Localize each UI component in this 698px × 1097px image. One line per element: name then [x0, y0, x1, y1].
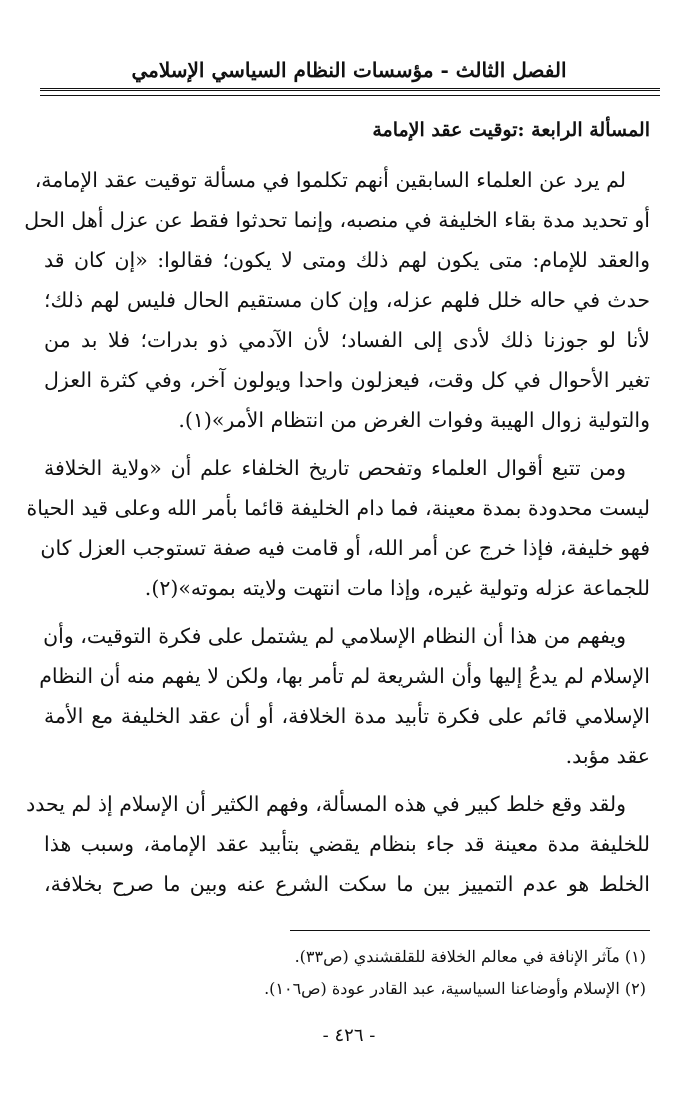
running-header: الفصل الثالث - مؤسسات النظام السياسي الإسلامي	[131, 58, 567, 82]
footnote: (١) مآثر الإنافة في معالم الخلافة للقلقشندي (ص٣٣).	[294, 947, 646, 966]
paragraph-line: فهو خليفة، فإذا خرج عن أمر الله، أو قامت فيه صفة تستوجب العزل كان	[40, 536, 650, 560]
footnote: (٢) الإسلام وأوضاعنا السياسية، عبد القادر عودة (ص١٠٦).	[264, 979, 646, 998]
page-number: - ٤٢٦ -	[322, 1025, 376, 1046]
paragraph-line: للخليفة مدة معينة قد جاء بنظام يقضي بتأبيد عقد الإمامة، وسبب هذا	[44, 832, 650, 856]
header-rule	[40, 88, 660, 96]
paragraph-line: والتولية زوال الهيبة وفوات الغرض من انتظام الأمر»(١).	[178, 408, 650, 432]
paragraph-line: لم يرد عن العلماء السابقين أنهم تكلموا في مسألة توقيت عقد الإمامة،	[34, 168, 626, 192]
paragraph-line: والعقد للإمام: متى يكون لهم ذلك ومتى لا يكون؛ فقالوا: «إن كان قد	[44, 248, 650, 272]
paragraph-line: أو تحديد مدة بقاء الخليفة في منصبه، وإنما تحدثوا فقط عن عزل أهل الحل	[24, 208, 650, 232]
paragraph-line: لأنا لو جوزنا ذلك لأدى إلى الفساد؛ لأن الآدمي ذو بدرات؛ فلا بد من	[44, 328, 650, 352]
paragraph-line: تغير الأحوال في كل وقت، فيعزلون واحدا ويولون آخر، وفي كثرة العزل	[44, 368, 650, 392]
paragraph-line: للجماعة عزله وتولية غيره، وإذا مات انتهت ولايته بموته»(٢).	[144, 576, 650, 600]
paragraph-line: ومن تتبع أقوال العلماء وتفحص تاريخ الخلفاء علم أن «ولاية الخلافة	[44, 456, 626, 480]
section-title: المسألة الرابعة :توقيت عقد الإمامة	[372, 119, 650, 141]
paragraph-line: الخلط هو عدم التمييز بين ما سكت الشرع عنه وبين ما صرح بخلافة،	[44, 872, 650, 896]
paragraph-line: الإسلام لم يدعُ إليها وأن الشريعة لم تأمر بها، ولكن لا يفهم منه أن النظام	[39, 664, 650, 688]
paragraph-line: ليست محدودة بمدة معينة، فما دام الخليفة قائما بأمر الله وعلى قيد الحياة	[26, 496, 650, 520]
paragraph-line: حدث في حاله خلل فلهم عزله، وإن كان مستقيم الحال فليس لهم ذلك؛	[44, 288, 650, 312]
paragraph-line: الإسلامي قائم على فكرة تأبيد مدة الخلافة، أو أن عقد الخليفة مع الأمة	[44, 704, 650, 728]
paragraph-line: ويفهم من هذا أن النظام الإسلامي لم يشتمل على فكرة التوقيت، وأن	[43, 624, 626, 648]
paragraph-line: ولقد وقع خلط كبير في هذه المسألة، وفهم الكثير أن الإسلام إذ لم يحدد	[26, 792, 626, 816]
paragraph-line: عقد مؤبد.	[565, 744, 650, 768]
footnote-separator	[290, 930, 650, 931]
